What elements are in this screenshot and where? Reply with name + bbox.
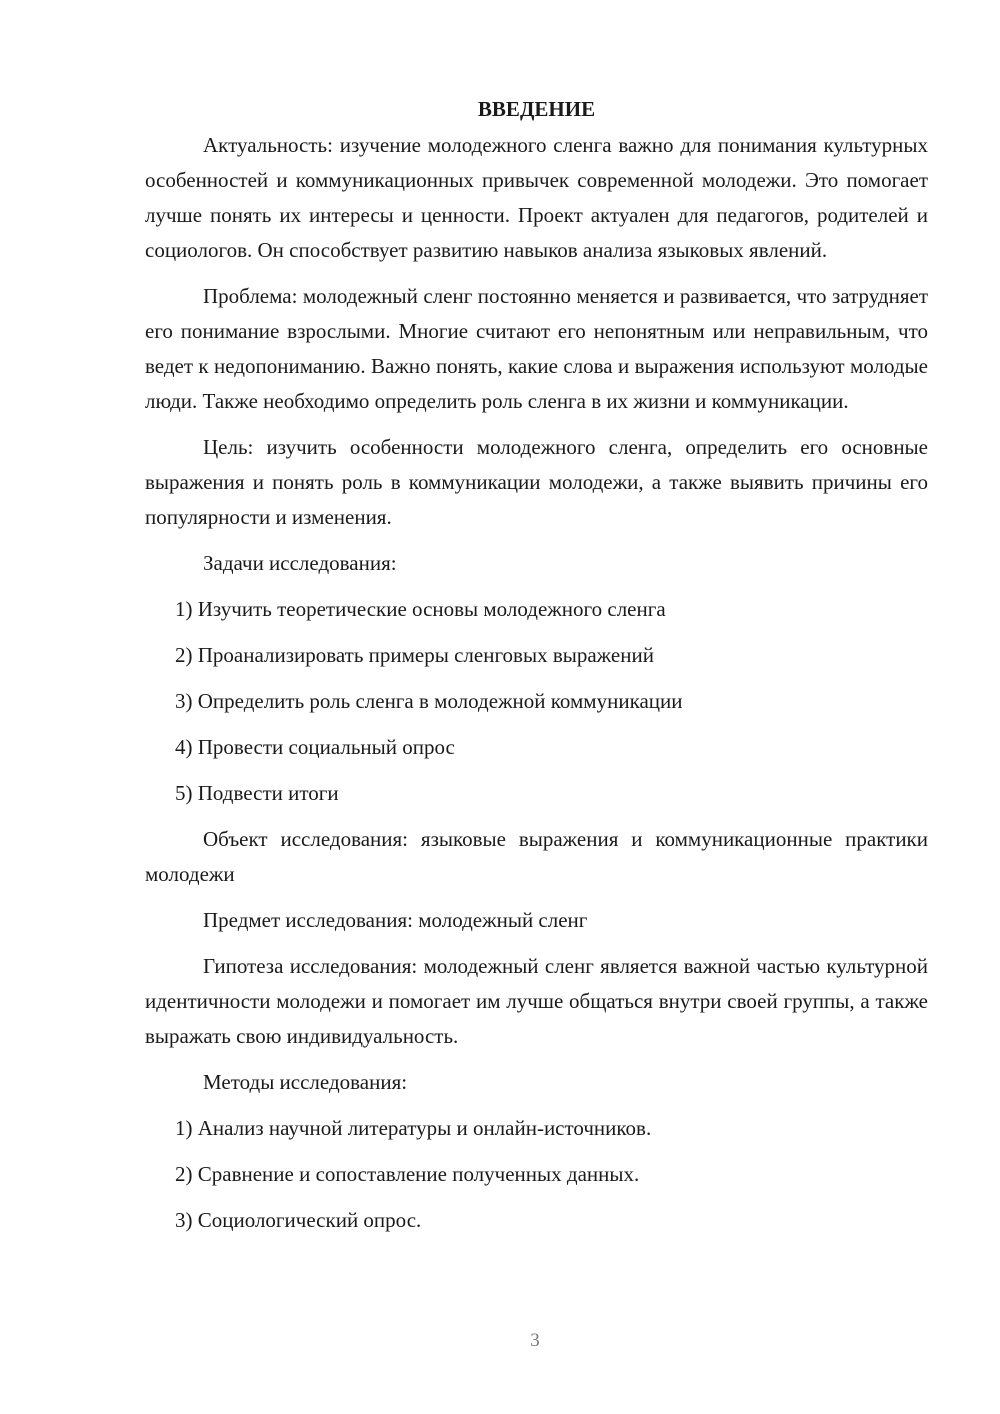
hypothesis-paragraph: Гипотеза исследования: молодежный сленг является важной частью культурной идентичности молодежи и помогает им лучше общаться внутри своей группы, а также выражать свою индивидуальность. bbox=[145, 954, 928, 1048]
tasks-label: Задачи исследования: bbox=[203, 551, 397, 575]
problem-paragraph: Проблема: молодежный сленг постоянно меняется и развивается, что затрудняет его понимание взрослыми. Многие считают его непонятным или неправильным, что ведет к недопониманию. Важно понять, какие слова и выражения используют молодые люди. Также необходимо определить роль сленга в их жизни и коммуникации. bbox=[145, 284, 928, 413]
task-item: 2) Проанализировать примеры сленговых выражений bbox=[175, 643, 654, 667]
object-paragraph: Объект исследования: языковые выражения и коммуникационные практики молодежи bbox=[145, 827, 928, 886]
subject-paragraph: Предмет исследования: молодежный сленг bbox=[203, 908, 588, 932]
task-item: 5) Подвести итоги bbox=[175, 781, 339, 805]
page-number: 3 bbox=[530, 1330, 540, 1351]
goal-paragraph: Цель: изучить особенности молодежного сленга, определить его основные выражения и понять роль в коммуникации молодежи, а также выявить причины его популярности и изменения. bbox=[145, 435, 928, 529]
section-heading: ВВЕДЕНИЕ bbox=[477, 97, 596, 121]
task-item: 3) Определить роль сленга в молодежной коммуникации bbox=[175, 689, 683, 713]
relevance-paragraph: Актуальность: изучение молодежного сленга важно для понимания культурных особенностей и коммуникационных привычек современной молодежи. Это помогает лучше понять их интересы и ценности. Проект актуален для педагогов, родителей и социологов. Он способствует развитию навыков анализа языковых явлений. bbox=[145, 133, 928, 262]
task-item: 4) Провести социальный опрос bbox=[175, 735, 455, 759]
methods-label: Методы исследования: bbox=[203, 1070, 408, 1094]
document-page bbox=[145, 92, 928, 1249]
method-item: 1) Анализ научной литературы и онлайн-источников. bbox=[175, 1116, 652, 1140]
task-item: 1) Изучить теоретические основы молодежного сленга bbox=[175, 597, 666, 621]
method-item: 3) Социологический опрос. bbox=[175, 1208, 422, 1232]
method-item: 2) Сравнение и сопоставление полученных данных. bbox=[175, 1162, 640, 1186]
